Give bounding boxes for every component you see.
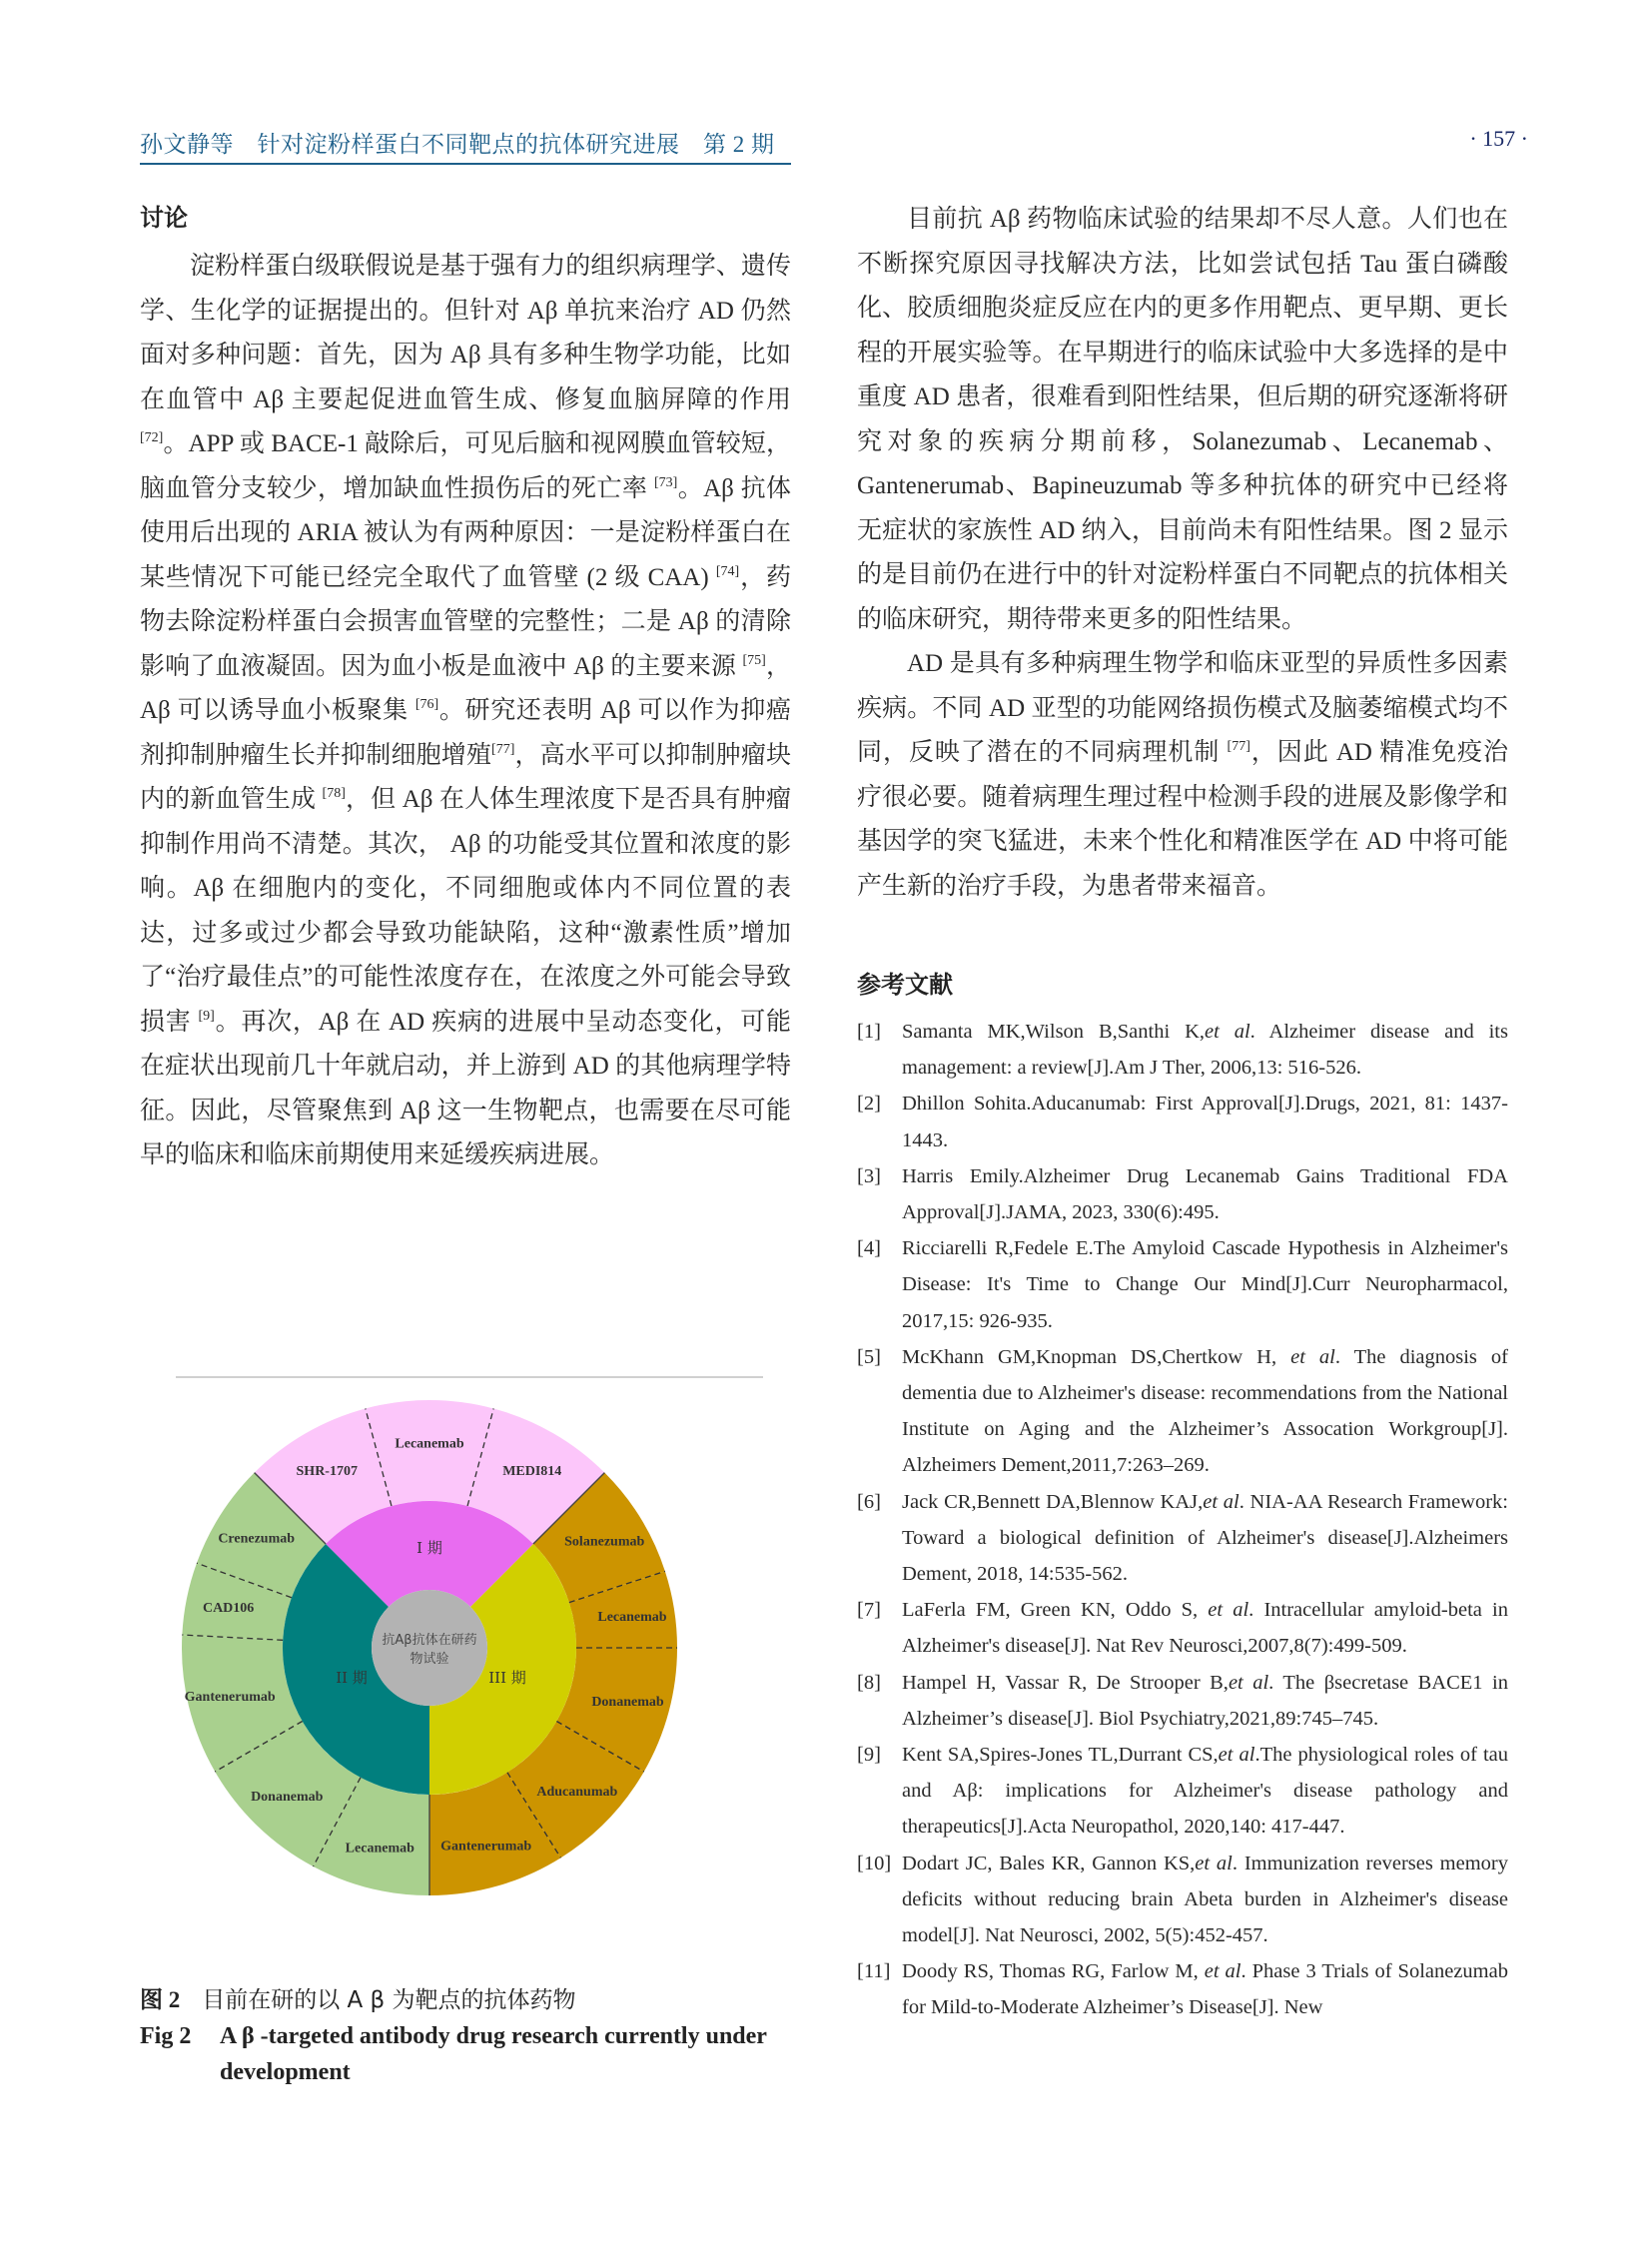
drug-label: Donanemab (591, 1695, 664, 1711)
reference-item (857, 1230, 1508, 1339)
phase-label: I 期 (416, 1539, 442, 1557)
drug-label: MEDI814 (502, 1464, 562, 1480)
drug-label: CAD106 (202, 1601, 255, 1617)
drug-label: SHR-1707 (296, 1464, 358, 1480)
reference-number: [6] (857, 1490, 881, 1513)
caption-en-text: A β -targeted antibody drug research currently under development (220, 2023, 767, 2085)
drug-label: Solanezumab (564, 1534, 645, 1550)
reference-item (857, 1592, 1508, 1664)
reference-details: . Alzheimer disease and its management: a review[J].Am J Ther, 2006,13: 516-526. (902, 1021, 1508, 1080)
reference-authors: Hampel H, Vassar R, De Strooper B, (902, 1671, 1229, 1694)
reference-authors: McKhann GM,Knopman DS,Chertkow H, (902, 1345, 1291, 1368)
right-column (857, 198, 1508, 2026)
text-run: 。APP 或 BACE-1 敲除后，可见后脑和视网膜血管较短，脑血管分支较少，增加缺血性损伤后的死亡率 (140, 430, 791, 502)
drug-label: Gantenerumab (184, 1689, 276, 1705)
caption-cn (140, 1982, 799, 2018)
reference-details: . Immunization reverses memory deficits without reducing brain Abeta burden in Alzheimer's disease model[J]. Nat Neurosci, 2002, 5(5):452-457. (902, 1852, 1508, 1947)
reference-number: [4] (857, 1237, 881, 1260)
section-title-discussion: 讨论 (140, 204, 188, 232)
figure-caption (140, 1982, 799, 2090)
reference-item (857, 1665, 1508, 1737)
reference-number: [2] (857, 1093, 881, 1116)
reference-list (857, 1014, 1508, 2026)
reference-details: .The physiological roles of tau and Aβ: implications for Alzheimer's disease pathology and therapeutics[J].Acta Neuropathol, 2020,140: 417-447. (902, 1744, 1508, 1839)
drug-label: Lecanemab (345, 1841, 414, 1857)
text-run: 淀粉样蛋白级联假说是基于强有力的组织病理学、遗传学、生化学的证据提出的。但针对 Aβ 单抗来治疗 AD 仍然面对多种问题：首先，因为 Aβ 具有多种生物学功能，比如在血管中 Aβ 主要起促进血管生成、修复血脑屏障的作用 (140, 253, 791, 413)
citation[interactable]: [78] (322, 786, 346, 802)
center-circle (372, 1590, 487, 1706)
reference-item (857, 1014, 1508, 1086)
reference-number: [8] (857, 1671, 881, 1694)
text-run: ，Aβ 可以诱导血小板聚集 (140, 652, 791, 724)
reference-item (857, 1339, 1508, 1484)
paragraph-clinical-trials: 目前抗 Aβ 药物临床试验的结果却不尽人意。人们也在不断探究原因寻找解决方法，比如尝试包括 Tau 蛋白磷酸化、胶质细胞炎症反应在内的更多作用靶点、更早期、更长程的开展实验等。在早期进行的临床试验中大多选择的是中重度 AD 患者，很难看到阳性结果，但后期的研究逐渐将研究对象的疾病分期前移，Solanezumab、Lecanemab、Gantenerumab、Bapineuzumab 等多种抗体的研究中已经将无症状的家族性 AD 纳入，目前尚未有阳性结果。图 2 显示的是目前仍在进行中的针对淀粉样蛋白不同靶点的抗体相关的临床研究，期待带来更多的阳性结果。 (857, 206, 1508, 633)
caption-en-label: Fig 2 (140, 2023, 192, 2049)
reference-item (857, 1484, 1508, 1593)
reference-authors: LaFerla FM, Green KN, Oddo S, (902, 1599, 1209, 1622)
reference-item (857, 1953, 1508, 2025)
text-run: ，药物去除淀粉样蛋白会损害血管壁的完整性；二是 Aβ 的清除影响了血液凝固。因为血小板是血液中 Aβ 的主要来源 (140, 563, 791, 680)
reference-text (902, 1484, 1508, 1593)
reference-details: . The diagnosis of dementia due to Alzheimer's disease: recommendations from the National Institute on Aging and the Alzheimer’s Assocation Workgroup[J]. Alzheimers Dement,2011,7:263–269. (902, 1345, 1508, 1477)
citation[interactable]: [9] (198, 1008, 215, 1024)
references-title: 参考文献 (857, 971, 953, 999)
reference-text (902, 1158, 1508, 1230)
reference-text (902, 1953, 1508, 2025)
left-column (140, 198, 791, 1178)
sunburst-chart (170, 1378, 769, 1937)
text-run: 。研究还表明 Aβ 可以作为抑癌剂抑制肿瘤生长并抑制细胞增殖 (140, 697, 791, 769)
reference-etal: et al (1203, 1490, 1239, 1513)
text-run: AD 是具有多种病理生物学和临床亚型的异质性多因素疾病。不同 AD 亚型的功能网络损伤模式及脑萎缩模式均不同，反映了潜在的不同病理机制 (857, 650, 1508, 766)
reference-text (902, 1339, 1508, 1484)
reference-etal: et al (1218, 1744, 1255, 1767)
citation[interactable]: [77] (491, 741, 515, 757)
caption-en (140, 2018, 799, 2090)
reference-text (902, 1230, 1508, 1339)
text-run: 。Aβ 抗体使用后出现的 ARIA 被认为有两种原因：一是淀粉样蛋白在某些情况下可能已经完全取代了血管壁 (2 级 CAA) (140, 474, 791, 591)
text-run: ，但 Aβ 在人体生理浓度下是否具有肿瘤抑制作用尚不清楚。其次， Aβ 的功能受其位置和浓度的影响。Aβ 在细胞内的变化，不同细胞或体内不同位置的表达，过多或过少都会导致功能缺陷，这种“激素性质”增加了“治疗最佳点”的可能性浓度存在，在浓度之外可能会导致损害 (140, 786, 791, 1036)
reference-item (857, 1158, 1508, 1230)
reference-number: [10] (857, 1852, 892, 1874)
reference-text (902, 1086, 1508, 1157)
text-run: ，高水平可以抑制肿瘤块内的新血管生成 (140, 741, 791, 813)
drug-label: Gantenerumab (440, 1839, 532, 1855)
drug-label: Crenezumab (218, 1531, 296, 1547)
reference-authors: Harris Emily.Alzheimer Drug Lecanemab Gains Traditional FDA Approval[J].JAMA, 2023, 330(6):495. (902, 1164, 1508, 1224)
phase-label: II 期 (336, 1669, 368, 1687)
reference-etal: et al (1208, 1599, 1249, 1622)
drug-label: Lecanemab (395, 1436, 464, 1452)
reference-details: . The βsecretase BACE1 in Alzheimer’s disease[J]. Biol Psychiatry,2021,89:745–745. (902, 1671, 1508, 1730)
citation[interactable]: [75] (742, 652, 766, 668)
reference-authors: Dodart JC, Bales KR, Gannon KS, (902, 1852, 1196, 1874)
reference-item (857, 1846, 1508, 1954)
reference-text (902, 1014, 1508, 1086)
reference-etal: et al (1204, 1960, 1241, 1983)
citation[interactable]: [77] (1227, 739, 1250, 755)
citation[interactable]: [76] (414, 697, 439, 713)
reference-number: [5] (857, 1345, 881, 1368)
page-header (140, 120, 1528, 164)
reference-details: . Phase 3 Trials of Solanezumab for Mild-to-Moderate Alzheimer’s Disease[J]. New (902, 1960, 1508, 2019)
reference-number: [9] (857, 1744, 881, 1767)
reference-details: . Intracellular amyloid-beta in Alzheimer's disease[J]. Nat Rev Neurosci,2007,8(7):499-509. (902, 1599, 1508, 1658)
paragraph-precision-medicine (857, 642, 1508, 909)
reference-authors: Doody RS, Thomas RG, Farlow M, (902, 1960, 1205, 1983)
reference-text (902, 1846, 1508, 1954)
discussion-paragraph (140, 245, 791, 1178)
text-run: 。再次，Aβ 在 AD 疾病的进展中呈动态变化，可能在症状出现前几十年就启动，并上游到 AD 的其他病理学特征。因此，尽管聚焦到 Aβ 这一生物靶点，也需要在尽可能早的临床和临床前期使用来延缓疾病进展。 (140, 1008, 791, 1168)
center-label-line2: 物试验 (410, 1652, 449, 1667)
reference-authors: Samanta MK,Wilson B,Santhi K, (902, 1021, 1205, 1043)
page-number: · 157 · (1469, 126, 1528, 151)
reference-authors: Jack CR,Bennett DA,Blennow KAJ, (902, 1490, 1204, 1513)
caption-cn-text: 目前在研的以 A β 为靶点的抗体药物 (202, 1987, 576, 2013)
reference-etal: et al (1195, 1852, 1233, 1874)
text-run: ，因此 AD 精准免疫治疗很必要。随着病理生理过程中检测手段的进展及影像学和基因学的突飞猛进，未来个性化和精准医学在 AD 中将可能产生新的治疗手段，为患者带来福音。 (857, 739, 1508, 900)
reference-item (857, 1737, 1508, 1846)
reference-text (902, 1665, 1508, 1737)
reference-number: [11] (857, 1960, 891, 1983)
reference-authors: Ricciarelli R,Fedele E.The Amyloid Cascade Hypothesis in Alzheimer's Disease: It's Time to Change Our Mind[J].Curr Neuropharmacol, 2017,15: 926-935. (902, 1237, 1508, 1332)
center-label-line1: 抗Aβ抗体在研药 (382, 1633, 477, 1648)
reference-etal: et al (1228, 1671, 1269, 1694)
running-title: 孙文静等 针对淀粉样蛋白不同靶点的抗体研究进展 第 2 期 (140, 126, 791, 165)
citation[interactable]: [72] (140, 430, 164, 446)
reference-details: . NIA-AA Research Framework: Toward a biological definition of Alzheimer's disease[J].Alzheimers Dement, 2018, 14:535-562. (902, 1490, 1508, 1586)
citation[interactable]: [74] (715, 563, 740, 579)
drug-label: Donanemab (251, 1789, 324, 1805)
citation[interactable]: [73] (653, 474, 678, 490)
reference-item (857, 1086, 1508, 1157)
reference-text (902, 1592, 1508, 1664)
caption-cn-label: 图 2 (140, 1987, 181, 2012)
reference-authors: Dhillon Sohita.Aducanumab: First Approval[J].Drugs, 2021, 81: 1437-1443. (902, 1093, 1508, 1151)
drug-label: Lecanemab (597, 1609, 667, 1625)
phase-label: III 期 (488, 1669, 526, 1687)
reference-number: [1] (857, 1021, 881, 1043)
reference-etal: et al (1205, 1021, 1250, 1043)
reference-number: [7] (857, 1599, 881, 1622)
reference-number: [3] (857, 1164, 881, 1187)
figure-2 (170, 1376, 769, 1937)
reference-text (902, 1737, 1508, 1846)
reference-authors: Kent SA,Spires-Jones TL,Durrant CS, (902, 1744, 1219, 1767)
drug-label: Aducanumab (536, 1784, 618, 1800)
reference-etal: et al (1290, 1345, 1335, 1368)
